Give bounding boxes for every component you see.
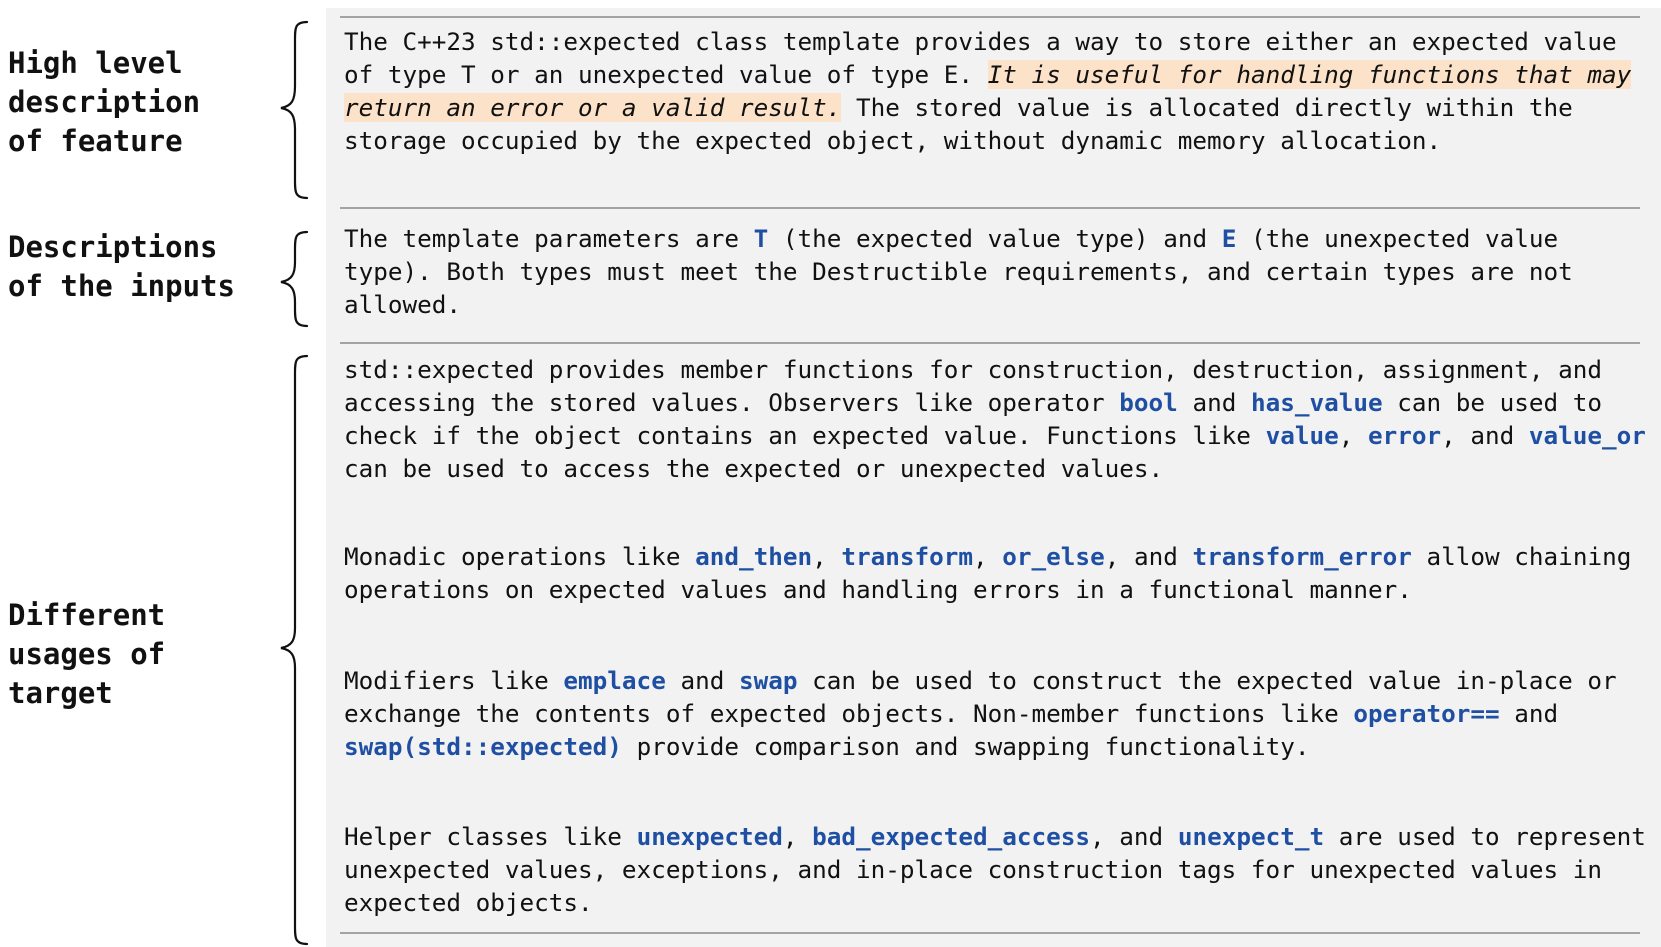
usage-modifiers-text xyxy=(344,664,1660,763)
usage-member-functions-text xyxy=(344,353,1660,485)
text-run: are used to represent unexpected values, exceptions, and in-place construction tags for unexpected values in expected objects. xyxy=(344,822,1646,917)
label-line: of the inputs xyxy=(8,269,235,303)
highlighted-sentence: It is useful for handling functions that may return an error or a valid result. xyxy=(344,60,1632,122)
keyword-or-else: or_else xyxy=(1002,542,1105,571)
divider-after-inputs xyxy=(340,342,1640,344)
keyword-bool: bool xyxy=(1119,388,1178,417)
usage-helper-classes-text xyxy=(344,820,1660,919)
text-run: can be used to access the expected or unexpected values. xyxy=(344,454,1164,483)
label-line: description xyxy=(8,85,201,119)
text-run: provide comparison and swapping functionality. xyxy=(621,732,1310,761)
text-run: , xyxy=(973,542,1003,571)
text-run: (the expected value type) and xyxy=(768,224,1222,253)
label-line: Different xyxy=(8,598,166,632)
label-line: Descriptions xyxy=(8,230,218,264)
text-run: std::expected provides member functions for construction, destruction, assignment, and accessing the stored values. Observers like operator xyxy=(344,355,1603,417)
divider-bottom xyxy=(340,932,1640,934)
keyword-E: E xyxy=(1221,224,1237,253)
text-run: , and xyxy=(1104,542,1193,571)
keyword-value-or: value_or xyxy=(1528,421,1646,450)
text-run: The stored value is allocated directly within the storage occupied by the expected object, without dynamic memory allocation. xyxy=(344,93,1573,155)
brace-usages xyxy=(281,356,307,944)
divider-top xyxy=(340,16,1640,18)
curly-braces xyxy=(0,0,330,947)
text-run: can be used to construct the expected value in-place or exchange the contents of expected objects. Non-member functions like xyxy=(344,666,1617,728)
keyword-transform-error: transform_error xyxy=(1192,542,1412,571)
keyword-operator-eq: operator== xyxy=(1353,699,1500,728)
text-run: , xyxy=(782,822,813,851)
keyword-unexpect-t: unexpect_t xyxy=(1177,822,1325,851)
text-run: and xyxy=(1177,388,1251,417)
keyword-T: T xyxy=(753,224,769,253)
keyword-bad-expected-access: bad_expected_access xyxy=(812,822,1091,851)
text-run: The template parameters are xyxy=(344,224,754,253)
keyword-swap: swap xyxy=(738,666,798,695)
brace-inputs xyxy=(281,232,307,326)
text-run: can be used to check if the object contains an expected value. Functions like xyxy=(344,388,1603,450)
brace-high-level xyxy=(281,22,307,198)
label-line: of feature xyxy=(8,124,183,158)
keyword-unexpected: unexpected xyxy=(636,822,783,851)
keyword-and-then: and_then xyxy=(695,542,813,571)
text-run: and xyxy=(665,666,739,695)
text-run: , and xyxy=(1090,822,1178,851)
keyword-has-value: has_value xyxy=(1250,388,1383,417)
keyword-emplace: emplace xyxy=(563,666,666,695)
text-run: The C++23 std::expected class template provides a way to store either an expected value of type T or an unexpected value of type E. xyxy=(344,27,1617,89)
keyword-value: value xyxy=(1265,421,1339,450)
text-run: Monadic operations like xyxy=(344,542,696,571)
text-run: , xyxy=(1338,421,1368,450)
usage-monadic-text xyxy=(344,540,1660,606)
text-run: Helper classes like xyxy=(344,822,637,851)
label-line: High level xyxy=(8,46,183,80)
keyword-swap-std-expected: swap(std::expected) xyxy=(344,732,622,761)
text-run: allow chaining operations on expected values and handling errors in a functional manner. xyxy=(344,542,1632,604)
label-line: usages of xyxy=(8,637,166,671)
text-run: Modifiers like xyxy=(344,666,564,695)
text-run: , xyxy=(812,542,842,571)
keyword-transform: transform xyxy=(841,542,974,571)
text-run: and xyxy=(1499,699,1559,728)
keyword-error: error xyxy=(1367,421,1442,450)
feature-description-text xyxy=(344,25,1660,157)
label-line: target xyxy=(8,676,113,710)
inputs-description-text xyxy=(344,222,1660,321)
divider-after-description xyxy=(340,207,1640,209)
text-run: , and xyxy=(1441,421,1529,450)
text-run: (the unexpected value type). Both types must meet the Destructible requirements, and certain types are not allowed. xyxy=(344,224,1573,319)
